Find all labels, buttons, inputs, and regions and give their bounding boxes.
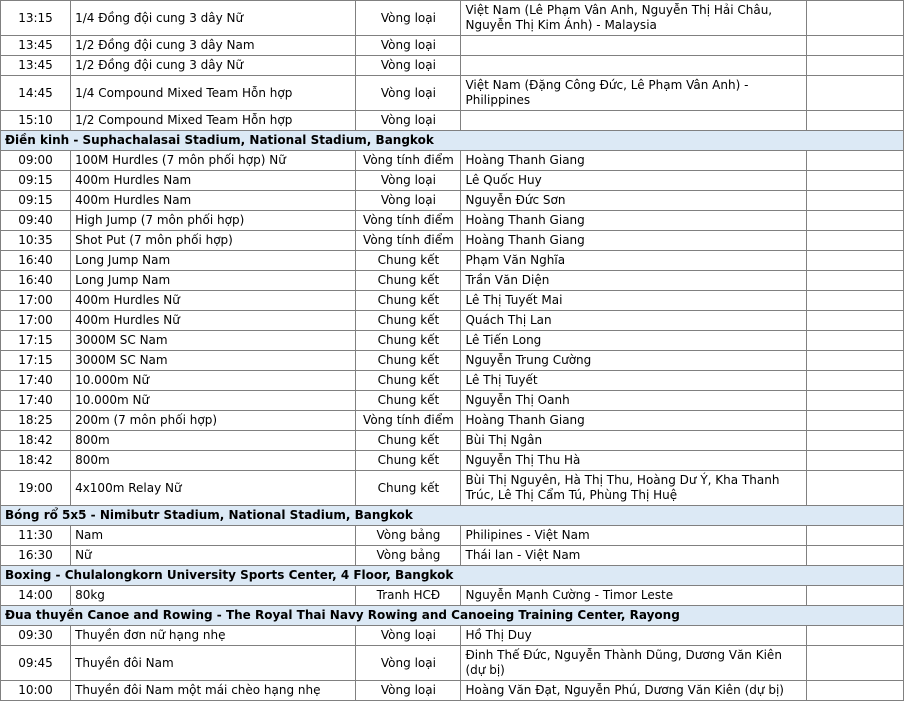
cell-athletes: Đinh Thế Đức, Nguyễn Thành Dũng, Dương Văn Kiên (dự bị) [461,646,806,681]
cell-round: Vòng loại [356,76,461,111]
cell-time: 17:40 [1,371,71,391]
table-row [1,311,904,331]
table-row [1,431,904,451]
cell-round: Vòng tính điểm [356,411,461,431]
cell-extra [806,191,903,211]
table-row [1,586,904,606]
cell-athletes: Hoàng Văn Đạt, Nguyễn Phú, Dương Văn Kiên (dự bị) [461,681,806,701]
cell-athletes [461,111,806,131]
cell-event: 3000M SC Nam [71,351,356,371]
cell-round: Chung kết [356,271,461,291]
cell-extra [806,471,903,506]
section-header-row [1,506,904,526]
table-row [1,681,904,701]
cell-athletes: Nguyễn Trung Cường [461,351,806,371]
cell-extra [806,626,903,646]
cell-athletes: Bùi Thị Nguyên, Hà Thị Thu, Hoàng Dư Ý, Kha Thanh Trúc, Lê Thị Cẩm Tú, Phùng Thị Huệ [461,471,806,506]
table-row [1,151,904,171]
section-title: Điền kinh - Suphachalasai Stadium, National Stadium, Bangkok [1,131,904,151]
cell-event: 3000M SC Nam [71,331,356,351]
table-row [1,111,904,131]
cell-athletes: Philipines - Việt Nam [461,526,806,546]
table-row [1,546,904,566]
section-title: Bóng rổ 5x5 - Nimibutr Stadium, National Stadium, Bangkok [1,506,904,526]
cell-athletes: Việt Nam (Lê Phạm Vân Anh, Nguyễn Thị Hải Châu, Nguyễn Thị Kim Ánh) - Malaysia [461,1,806,36]
section-header-row [1,566,904,586]
cell-athletes: Nguyễn Thị Thu Hà [461,451,806,471]
table-row [1,291,904,311]
cell-time: 09:15 [1,171,71,191]
cell-event: Nữ [71,546,356,566]
cell-extra [806,36,903,56]
table-row [1,1,904,36]
cell-event: 4x100m Relay Nữ [71,471,356,506]
cell-time: 19:00 [1,471,71,506]
cell-time: 17:15 [1,351,71,371]
cell-time: 15:10 [1,111,71,131]
cell-athletes: Phạm Văn Nghĩa [461,251,806,271]
cell-athletes: Hoàng Thanh Giang [461,231,806,251]
cell-round: Chung kết [356,311,461,331]
cell-event: High Jump (7 môn phối hợp) [71,211,356,231]
cell-extra [806,1,903,36]
cell-extra [806,351,903,371]
cell-time: 17:40 [1,391,71,411]
cell-time: 18:25 [1,411,71,431]
table-row [1,391,904,411]
cell-event: 1/4 Compound Mixed Team Hỗn hợp [71,76,356,111]
cell-round: Vòng tính điểm [356,231,461,251]
cell-time: 16:40 [1,271,71,291]
cell-round: Chung kết [356,431,461,451]
cell-athletes: Nguyễn Thị Oanh [461,391,806,411]
cell-extra [806,151,903,171]
cell-event: Thuyền đôi Nam [71,646,356,681]
cell-extra [806,271,903,291]
cell-time: 18:42 [1,431,71,451]
cell-athletes: Lê Tiến Long [461,331,806,351]
table-row [1,251,904,271]
cell-event: 1/2 Đồng đội cung 3 dây Nữ [71,56,356,76]
cell-round: Vòng loại [356,646,461,681]
cell-event: 800m [71,451,356,471]
cell-time: 09:30 [1,626,71,646]
table-row [1,331,904,351]
cell-round: Vòng tính điểm [356,151,461,171]
table-row [1,526,904,546]
cell-round: Vòng loại [356,56,461,76]
cell-event: 100M Hurdles (7 môn phối hợp) Nữ [71,151,356,171]
cell-time: 13:45 [1,56,71,76]
table-row [1,271,904,291]
cell-round: Vòng bảng [356,546,461,566]
cell-event: 10.000m Nữ [71,391,356,411]
cell-round: Chung kết [356,451,461,471]
cell-extra [806,371,903,391]
cell-round: Vòng loại [356,171,461,191]
cell-athletes [461,56,806,76]
cell-time: 10:00 [1,681,71,701]
cell-extra [806,546,903,566]
cell-event: 800m [71,431,356,451]
cell-event: Thuyền đơn nữ hạng nhẹ [71,626,356,646]
cell-round: Vòng loại [356,1,461,36]
cell-round: Chung kết [356,471,461,506]
cell-time: 09:15 [1,191,71,211]
cell-athletes: Nguyễn Đức Sơn [461,191,806,211]
cell-athletes: Bùi Thị Ngân [461,431,806,451]
schedule-table-body [1,1,904,701]
cell-event: Nam [71,526,356,546]
table-row [1,411,904,431]
cell-round: Vòng loại [356,626,461,646]
cell-time: 17:00 [1,291,71,311]
cell-athletes: Hoàng Thanh Giang [461,211,806,231]
cell-event: Long Jump Nam [71,271,356,291]
cell-athletes: Lê Quốc Huy [461,171,806,191]
cell-event: Shot Put (7 môn phối hợp) [71,231,356,251]
cell-round: Chung kết [356,371,461,391]
cell-time: 09:45 [1,646,71,681]
cell-athletes: Nguyễn Mạnh Cường - Timor Leste [461,586,806,606]
cell-athletes: Quách Thị Lan [461,311,806,331]
section-header-row [1,606,904,626]
cell-round: Chung kết [356,351,461,371]
cell-extra [806,451,903,471]
cell-time: 10:35 [1,231,71,251]
table-row [1,231,904,251]
cell-round: Chung kết [356,331,461,351]
table-row [1,626,904,646]
table-row [1,76,904,111]
cell-event: 400m Hurdles Nữ [71,291,356,311]
table-row [1,646,904,681]
cell-event: 10.000m Nữ [71,371,356,391]
cell-athletes: Trần Văn Diện [461,271,806,291]
cell-extra [806,526,903,546]
cell-athletes: Hồ Thị Duy [461,626,806,646]
cell-extra [806,291,903,311]
table-row [1,56,904,76]
cell-extra [806,586,903,606]
cell-extra [806,681,903,701]
cell-time: 16:40 [1,251,71,271]
cell-round: Vòng tính điểm [356,211,461,231]
cell-extra [806,311,903,331]
table-row [1,211,904,231]
cell-athletes: Thái lan - Việt Nam [461,546,806,566]
section-title: Đua thuyền Canoe and Rowing - The Royal Thai Navy Rowing and Canoeing Training Center, Rayong [1,606,904,626]
table-row [1,451,904,471]
cell-time: 16:30 [1,546,71,566]
cell-round: Chung kết [356,391,461,411]
section-title: Boxing - Chulalongkorn University Sports Center, 4 Floor, Bangkok [1,566,904,586]
cell-extra [806,211,903,231]
cell-extra [806,331,903,351]
cell-extra [806,76,903,111]
cell-extra [806,431,903,451]
cell-round: Vòng loại [356,191,461,211]
cell-extra [806,251,903,271]
table-row [1,191,904,211]
cell-extra [806,111,903,131]
cell-round: Vòng bảng [356,526,461,546]
cell-event: Long Jump Nam [71,251,356,271]
cell-time: 11:30 [1,526,71,546]
cell-event: 1/2 Đồng đội cung 3 dây Nam [71,36,356,56]
cell-extra [806,411,903,431]
section-header-row [1,131,904,151]
cell-time: 13:45 [1,36,71,56]
cell-time: 09:40 [1,211,71,231]
cell-extra [806,231,903,251]
cell-round: Vòng loại [356,681,461,701]
table-row [1,371,904,391]
cell-event: 1/2 Compound Mixed Team Hỗn hợp [71,111,356,131]
cell-round: Vòng loại [356,111,461,131]
cell-round: Chung kết [356,291,461,311]
table-row [1,351,904,371]
cell-extra [806,171,903,191]
cell-extra [806,646,903,681]
cell-athletes: Hoàng Thanh Giang [461,151,806,171]
table-row [1,471,904,506]
cell-time: 17:00 [1,311,71,331]
cell-time: 14:45 [1,76,71,111]
cell-extra [806,56,903,76]
cell-time: 13:15 [1,1,71,36]
cell-athletes: Lê Thị Tuyết [461,371,806,391]
cell-round: Tranh HCĐ [356,586,461,606]
cell-event: 400m Hurdles Nam [71,171,356,191]
cell-round: Chung kết [356,251,461,271]
cell-athletes: Hoàng Thanh Giang [461,411,806,431]
table-row [1,171,904,191]
cell-event: 400m Hurdles Nam [71,191,356,211]
cell-event: 400m Hurdles Nữ [71,311,356,331]
cell-time: 17:15 [1,331,71,351]
table-row [1,36,904,56]
cell-athletes: Lê Thị Tuyết Mai [461,291,806,311]
cell-time: 18:42 [1,451,71,471]
cell-athletes: Việt Nam (Đặng Công Đức, Lê Phạm Vân Anh) - Philippines [461,76,806,111]
cell-event: 200m (7 môn phối hợp) [71,411,356,431]
cell-round: Vòng loại [356,36,461,56]
cell-event: 80kg [71,586,356,606]
cell-extra [806,391,903,411]
cell-event: 1/4 Đồng đội cung 3 dây Nữ [71,1,356,36]
cell-event: Thuyền đôi Nam một mái chèo hạng nhẹ [71,681,356,701]
cell-time: 14:00 [1,586,71,606]
cell-athletes [461,36,806,56]
cell-time: 09:00 [1,151,71,171]
